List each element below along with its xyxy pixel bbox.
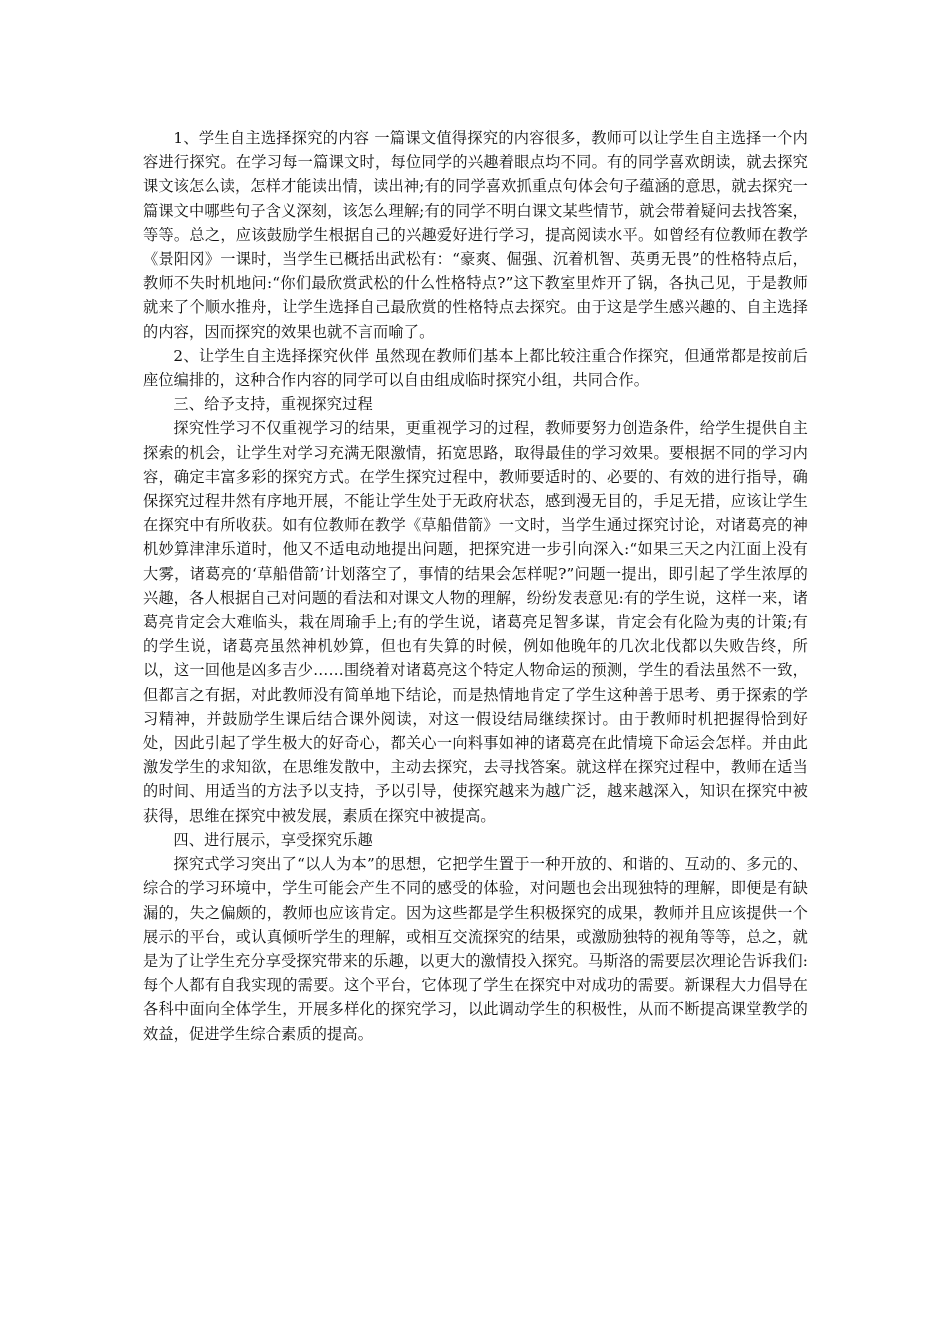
paragraph-choose-content: 1、学生自主选择探究的内容 一篇课文值得探究的内容很多，教师可以让学生自主选择一个内容进行探究。在学习每一篇课文时，每位同学的兴趣着眼点均不同。有的同学喜欢朗读，就去探究课文该怎么读，怎样才能读出情，读出神;有的同学喜欢抓重点句体会句子蕴涵的意思，就去探究一篇课文中哪些句子含义深刻，该怎么理解;有的同学不明白课文某些情节，就会带着疑问去找答案，等等。总之，应该鼓励学生根据自己的兴趣爱好进行学习，提高阅读水平。如曾经有位教师在教学《景阳冈》一课时，当学生已概括出武松有：“豪爽、倔强、沉着机智、英勇无畏”的性格特点后， 教师不失时机地问:“你们最欣赏武松的什么性格特点?”这下教室里炸开了锅，各执己见，于是教师就来了个顺水推舟，让学生选择自己最欣赏的性格特点去探究。由于这是学生感兴趣的、自主选择的内容，因而探究的效果也就不言而喻了。 <box>143 129 808 341</box>
paragraph-support-process: 探究性学习不仅重视学习的结果，更重视学习的过程，教师要努力创造条件，给学生提供自主探索的机会，让学生对学习充满无限激情，拓宽思路，取得最佳的学习效果。要根据不同的学习内容，确定丰富多彩的探究方式。在学生探究过程中，教师要适时的、必要的、有效的进行指导，确保探究过程井然有序地开展，不能让学生处于无政府状态，感到漫无目的，手足无措，应该让学生在探究中有所收获。如有位教师在教学《草船借箭》一文时，当学生通过探究讨论，对诸葛亮的神机妙算津津乐道时，他又不适电动地提出问题，把探究进一步引向深入:“如果三天之内江面上没有大雾，诸葛亮的‘草船借箭’计划落空了，事情的结果会怎样呢?”问题一提出，即引起了学生浓厚的兴趣，各人根据自己对问题的看法和对课文人物的理解，纷纷发表意见:有的学生说，这样一来，诸葛亮肯定会大难临头，栽在周瑜手上;有的学生说，诸葛亮足智多谋，肯定会有化险为夷的计策;有的学生说，诸葛亮虽然神机妙算，但也有失算的时候，例如他晚年的几次北伐都以失败告终，所以，这一回他是凶多吉少……围绕着对诸葛亮这个特定人物命运的预测，学生的看法虽然不一致，但都言之有据，对此教师没有简单地下结论，而是热情地肯定了学生这种善于思考、勇于探索的学习精神，并鼓励学生课后结合课外阅读，对这一假设结局继续探讨。由于教师时机把握得恰到好处，因此引起了学生极大的好奇心，都关心一向料事如神的诸葛亮在此情境下命运会怎样。并由此激发学生的求知欲，在思维发散中，主动去探究，去寻找答案。就这样在探究过程中，教师在适当的时间、用适当的方法予以支持，予以引导，使探究越来为越广泛，越来越深入，知识在探究中被获得，思维在探究中被发展，素质在探究中被提高。 <box>143 419 808 825</box>
document-body <box>143 126 808 1046</box>
section-heading-support: 三、给予支持，重视探究过程 <box>173 395 373 414</box>
section-heading-showcase: 四、进行展示，享受探究乐趣 <box>173 830 373 849</box>
paragraph-choose-partner: 2、让学生自主选择探究伙伴 虽然现在教师们基本上都比较注重合作探究，但通常都是按前后座位编排的，这种合作内容的同学可以自由组成临时探究小组，共同合作。 <box>143 346 808 390</box>
paragraph-showcase-joy: 探究式学习突出了“以人为本”的思想，它把学生置于一种开放的、和谐的、互动的、多元的、综合的学习环境中，学生可能会产生不同的感受的体验，对问题也会出现独特的理解，即便是有缺漏的，失之偏颇的，教师也应该肯定。因为这些都是学生积极探究的成果，教师并且应该提供一个展示的平台，或认真倾听学生的理解，或相互交流探究的结果，或激励独特的视角等等，总之，就是为了让学生充分享受探究带来的乐趣，以更大的激情投入探究。马斯洛的需要层次理论告诉我们:每个人都有自我实现的需要。这个平台，它体现了学生在探究中对成功的需要。新课程大力倡导在各科中面向全体学生，开展多样化的探究学习，以此调动学生的积极性，从而不断提高课堂教学的效益，促进学生综合素质的提高。 <box>143 855 808 1043</box>
